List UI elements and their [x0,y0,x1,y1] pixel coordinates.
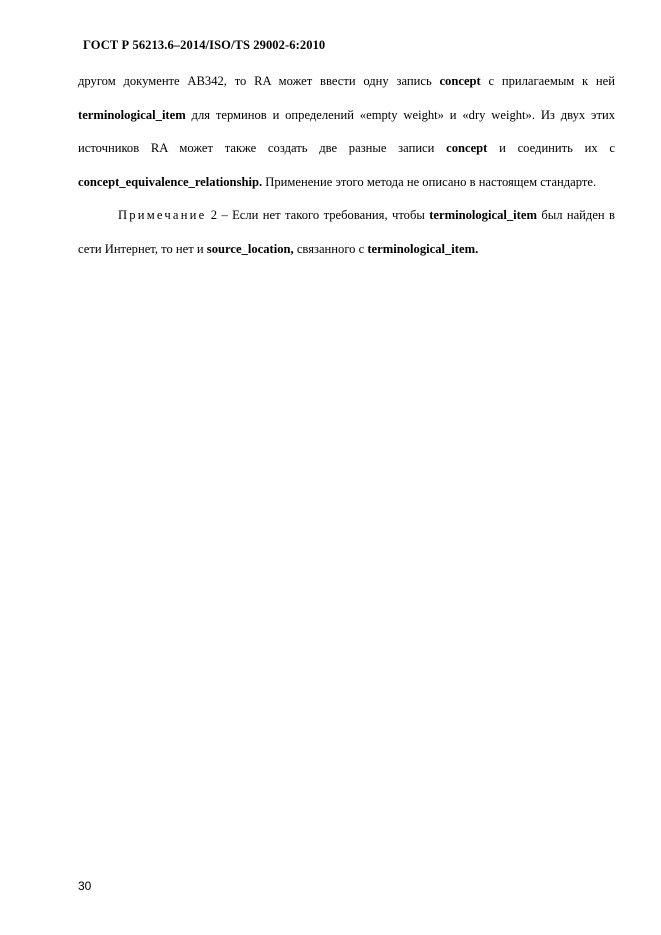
term-terminological-item: terminological_item [429,208,537,222]
text-run: с прилагаемым к ней [480,74,615,88]
page-number: 30 [78,879,92,893]
paragraph-continuation [78,65,615,199]
text-run: и соединить их с [487,141,615,155]
text-run: 2 – Если нет такого требования, чтобы [206,208,430,222]
note-label: Примечание [118,208,207,222]
term-concept-equivalence-relationship: concept_equivalence_relationship. [78,174,263,189]
text-run: Применение этого метода не описано в настоящем стандарте. [262,174,597,189]
text-run: был найден в сети Интернет, то нет и [78,208,615,256]
text-run: связанного с [293,241,368,256]
body-text [78,65,615,266]
text-run: для терминов и определений «empty weight» и «dry weight». Из двух этих источников RA может также создать две разные записи [78,107,615,155]
term-source-location: source_location, [206,241,294,256]
term-terminological-item: terminological_item. [367,241,479,256]
text-run: другом документе AB342, то RA может ввести одну запись [78,74,440,88]
note-2 [78,199,615,266]
term-concept: concept [439,74,481,88]
term-concept: concept [446,141,488,155]
term-terminological-item: terminological_item [78,107,186,122]
document-header: ГОСТ Р 56213.6–2014/ISO/TS 29002-6:2010 [83,38,326,52]
